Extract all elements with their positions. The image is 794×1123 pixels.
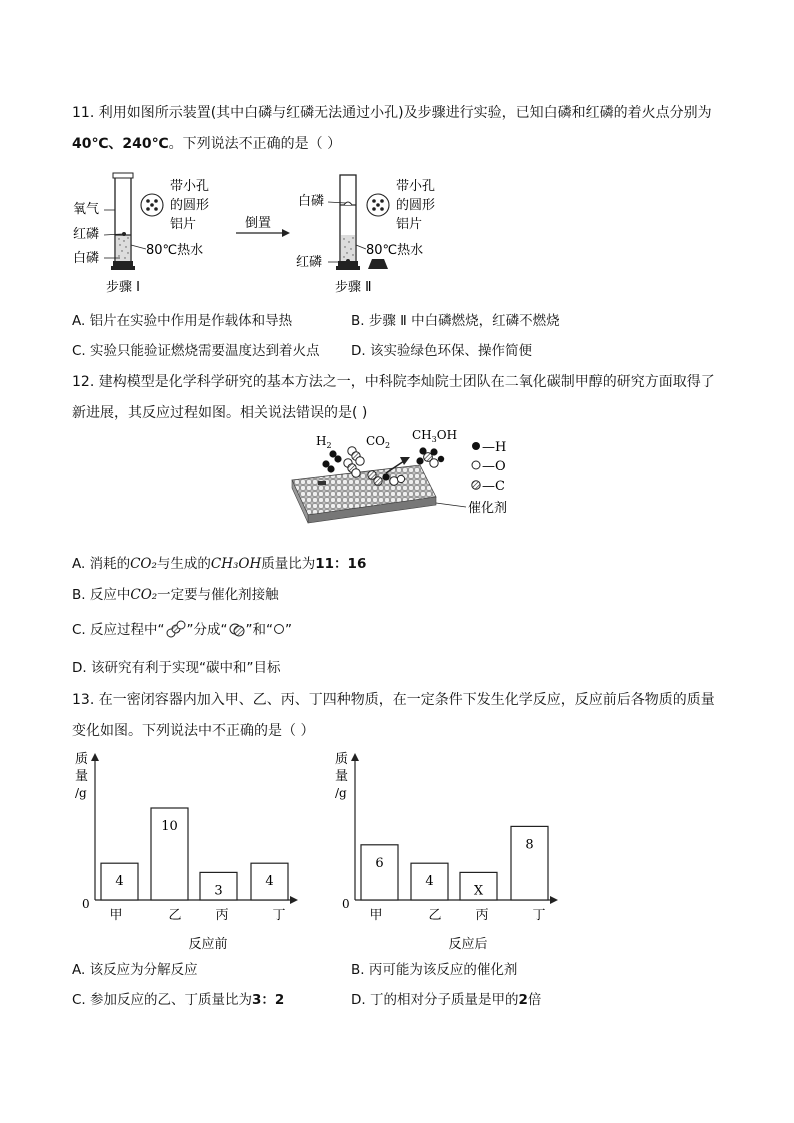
after-category-1: 乙 xyxy=(428,908,442,923)
q11-option-c[interactable]: C. 实验只能验证燃烧需要温度达到着火点 xyxy=(72,343,320,359)
q13-option-b[interactable]: B. 丙可能为该反应的催化剂 xyxy=(351,962,518,978)
before-category-2: 丙 xyxy=(215,908,229,923)
after-bar-label-2: X xyxy=(473,883,484,899)
q12-stem-line2: 新进展，其反应过程如图。相关说法错误的是( ) xyxy=(72,405,368,421)
ch3oh-label: CH xyxy=(412,428,432,442)
before-bar-label-3: 4 xyxy=(265,874,274,890)
after-origin: 0 xyxy=(342,897,350,911)
h2-label: H xyxy=(316,434,327,448)
q11-ignition-temps: 40℃、240℃ xyxy=(72,136,169,152)
chart-before xyxy=(60,745,320,955)
co-molecule-icon xyxy=(228,619,246,639)
q12-b-text-2: 一定要与催化剂接触 xyxy=(157,587,279,603)
q13-d-text-1: D. 丁的相对分子质量是甲的 xyxy=(351,992,519,1008)
before-category-0: 甲 xyxy=(109,908,123,923)
before-chart-title: 反应前 xyxy=(188,937,228,952)
q12-a-co2: CO₂ xyxy=(130,556,157,572)
q11-stem-line2 xyxy=(72,134,341,154)
after-x-arrow xyxy=(550,896,558,904)
q13-option-d[interactable] xyxy=(351,990,541,1010)
label-hot-water-2: 80℃热水 xyxy=(366,243,424,258)
q12-option-c[interactable] xyxy=(72,619,292,640)
after-bar-0 xyxy=(361,845,398,900)
q11-option-b[interactable]: B. 步骤 Ⅱ 中白磷燃烧，红磷不燃烧 xyxy=(351,313,560,329)
label-foil-2a: 带小孔 xyxy=(396,179,436,194)
svg-text:CH3OH xyxy=(412,428,457,444)
label-step2: 步骤 Ⅱ xyxy=(335,280,372,295)
q12-a-text-2: 与生成的 xyxy=(156,556,211,572)
before-y-arrow xyxy=(91,753,99,761)
label-foil-2c: 铝片 xyxy=(396,217,423,232)
label-hot-water-1: 80℃热水 xyxy=(146,243,204,258)
co2-label: CO xyxy=(366,434,386,448)
before-bar-label-0: 4 xyxy=(115,874,124,890)
label-white-p-2: 白磷 xyxy=(298,194,325,209)
foil-disk-2 xyxy=(367,194,389,216)
co2-subscript: 2 xyxy=(385,441,391,450)
q12-c-text-2: ”分成“ xyxy=(186,622,228,638)
after-chart-title: 反应后 xyxy=(448,937,488,952)
before-ylabel-unit: /g xyxy=(75,786,87,800)
q13-option-c[interactable] xyxy=(72,990,284,1010)
q12-option-d[interactable]: D. 该研究有利于实现“碳中和”目标 xyxy=(72,660,281,676)
before-ylabel-2: 量 xyxy=(75,769,89,784)
label-foil-2b: 的圆形 xyxy=(396,198,436,213)
q13-stem-line2: 变化如图。下列说法中不正确的是（ ） xyxy=(72,723,315,739)
q12-a-text-3: 质量比为 xyxy=(261,556,316,572)
q12-option-b[interactable] xyxy=(72,585,279,605)
after-y-arrow xyxy=(351,753,359,761)
after-bar-label-1: 4 xyxy=(425,874,434,890)
q13-d-num: 2 xyxy=(518,992,528,1008)
chart-after xyxy=(320,745,580,955)
label-white-p-1: 白磷 xyxy=(73,251,100,266)
co2-molecule-icon xyxy=(165,619,187,639)
q13-stem-line1: 13. 在一密闭容器内加入甲、乙、丙、丁四种物质，在一定条件下发生化学反应，反应前后各物质的质量 xyxy=(72,692,715,708)
after-bar-label-3: 8 xyxy=(525,837,534,853)
foil-disk-1 xyxy=(141,194,163,216)
q11-option-a[interactable]: A. 铝片在实验中作用是作载体和导热 xyxy=(72,313,293,329)
legend-c: —C xyxy=(482,479,505,494)
label-oxygen: 氧气 xyxy=(73,202,100,217)
q12-a-ch3oh: CH₃OH xyxy=(210,556,262,572)
svg-text:CO2 xyxy=(366,434,390,450)
q13-c-text: C. 参加反应的乙、丁质量比为 xyxy=(72,992,253,1008)
label-foil-1b: 的圆形 xyxy=(170,198,210,213)
label-red-p-2: 红磷 xyxy=(296,255,323,270)
q12-b-text-1: B. 反应中 xyxy=(72,587,131,603)
q13-c-ratio: 3：2 xyxy=(252,992,285,1008)
svg-text:H2 xyxy=(316,434,332,450)
step1-tube xyxy=(111,173,135,270)
before-origin: 0 xyxy=(82,897,90,911)
before-ylabel-1: 质 xyxy=(75,752,89,767)
legend-o: —O xyxy=(482,459,506,474)
after-ylabel-1: 质 xyxy=(335,752,349,767)
label-foil-1a: 带小孔 xyxy=(170,179,210,194)
label-invert: 倒置 xyxy=(245,216,272,231)
before-bar-label-1: 10 xyxy=(161,819,178,834)
ch3oh-tail: OH xyxy=(436,428,458,442)
q12-a-ratio: 11：16 xyxy=(315,556,367,572)
legend-h: —H xyxy=(482,440,507,455)
o-atom-icon xyxy=(273,619,285,639)
after-category-0: 甲 xyxy=(369,908,383,923)
q11-apparatus-figure xyxy=(0,165,794,305)
q11-option-d[interactable]: D. 该实验绿色环保、操作简便 xyxy=(351,343,532,359)
q12-c-text-4: ” xyxy=(285,622,293,638)
before-x-arrow xyxy=(290,896,298,904)
label-step1: 步骤 I xyxy=(106,280,140,295)
q13-d-text-2: 倍 xyxy=(527,992,542,1008)
q11-stem-line1: 11. 利用如图所示装置(其中白磷与红磷无法通过小孔)及步骤进行实验，已知白磷和红磷的着火点分别为 xyxy=(72,105,712,121)
before-category-1: 乙 xyxy=(168,908,182,923)
q12-c-text-3: ”和“ xyxy=(245,622,274,638)
before-bar-label-2: 3 xyxy=(214,883,223,899)
q12-b-co2: CO₂ xyxy=(130,587,158,603)
after-ylabel-unit: /g xyxy=(335,786,347,800)
label-red-p-1: 红磷 xyxy=(73,227,100,242)
label-foil-1c: 铝片 xyxy=(170,217,197,232)
label-catalyst: 催化剂 xyxy=(468,501,508,516)
q12-c-text-1: C. 反应过程中“ xyxy=(72,622,165,638)
after-category-2: 丙 xyxy=(475,908,489,923)
q11-question: 。下列说法不正确的是（ ） xyxy=(168,136,342,152)
legend xyxy=(472,440,507,494)
after-ylabel-2: 量 xyxy=(335,769,349,784)
ch3oh-subscript: 3 xyxy=(431,435,437,444)
q13-option-a[interactable]: A. 该反应为分解反应 xyxy=(72,962,198,978)
after-bar-label-0: 6 xyxy=(375,855,384,871)
q12-stem-line1: 12. 建构模型是化学科学研究的基本方法之一，中科院李灿院士团队在二氧化碳制甲醇的研究方面取得了 xyxy=(72,374,715,390)
h2-subscript: 2 xyxy=(326,441,332,450)
q12-a-text-1: A. 消耗的 xyxy=(72,556,131,572)
after-category-3: 丁 xyxy=(532,908,546,923)
q12-option-a[interactable] xyxy=(72,554,366,574)
before-category-3: 丁 xyxy=(272,908,286,923)
q12-reaction-figure xyxy=(0,425,794,525)
